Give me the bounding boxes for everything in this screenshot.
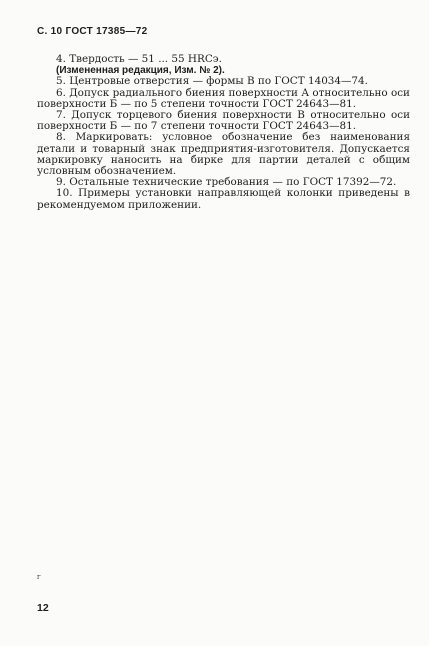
paragraph-installation-examples: 10. Примеры установки направляющей колонки приведены в рекомендуемом приложении. <box>37 187 410 211</box>
paragraph-center-holes: 5. Центровые отверстия — формы В по ГОСТ 14034—74. <box>56 75 368 88</box>
document-body <box>37 54 410 211</box>
amendment-note: (Измененная редакция, Изм. № 2). <box>56 65 225 77</box>
paragraph-radial-runout: 6. Допуск радиального биения поверхности А относительно оси поверхности Б — по 5 степени точности ГОСТ 24643—81. <box>37 86 410 110</box>
page-number: 12 <box>37 602 49 614</box>
paragraph-hardness: 4. Твердость — 51 ... 55 HRCэ. <box>56 53 222 65</box>
running-header: С. 10 ГОСТ 17385—72 <box>37 26 148 37</box>
paragraph-axial-runout: 7. Допуск торцевого биения поверхности В относительно оси поверхности Б — по 7 степени точности ГОСТ 24643—81. <box>37 109 410 133</box>
stray-mark: г <box>37 573 41 581</box>
paragraph-technical-requirements: 9. Остальные технические требования — по ГОСТ 17392—72. <box>56 176 397 189</box>
paragraph-marking: 8. Маркировать: условное обозначение без наименования детали и товарный знак предприятия-изготовителя. Допускается маркировку наносить на бирке для партии деталей с общим условным обозначением. <box>37 131 410 178</box>
